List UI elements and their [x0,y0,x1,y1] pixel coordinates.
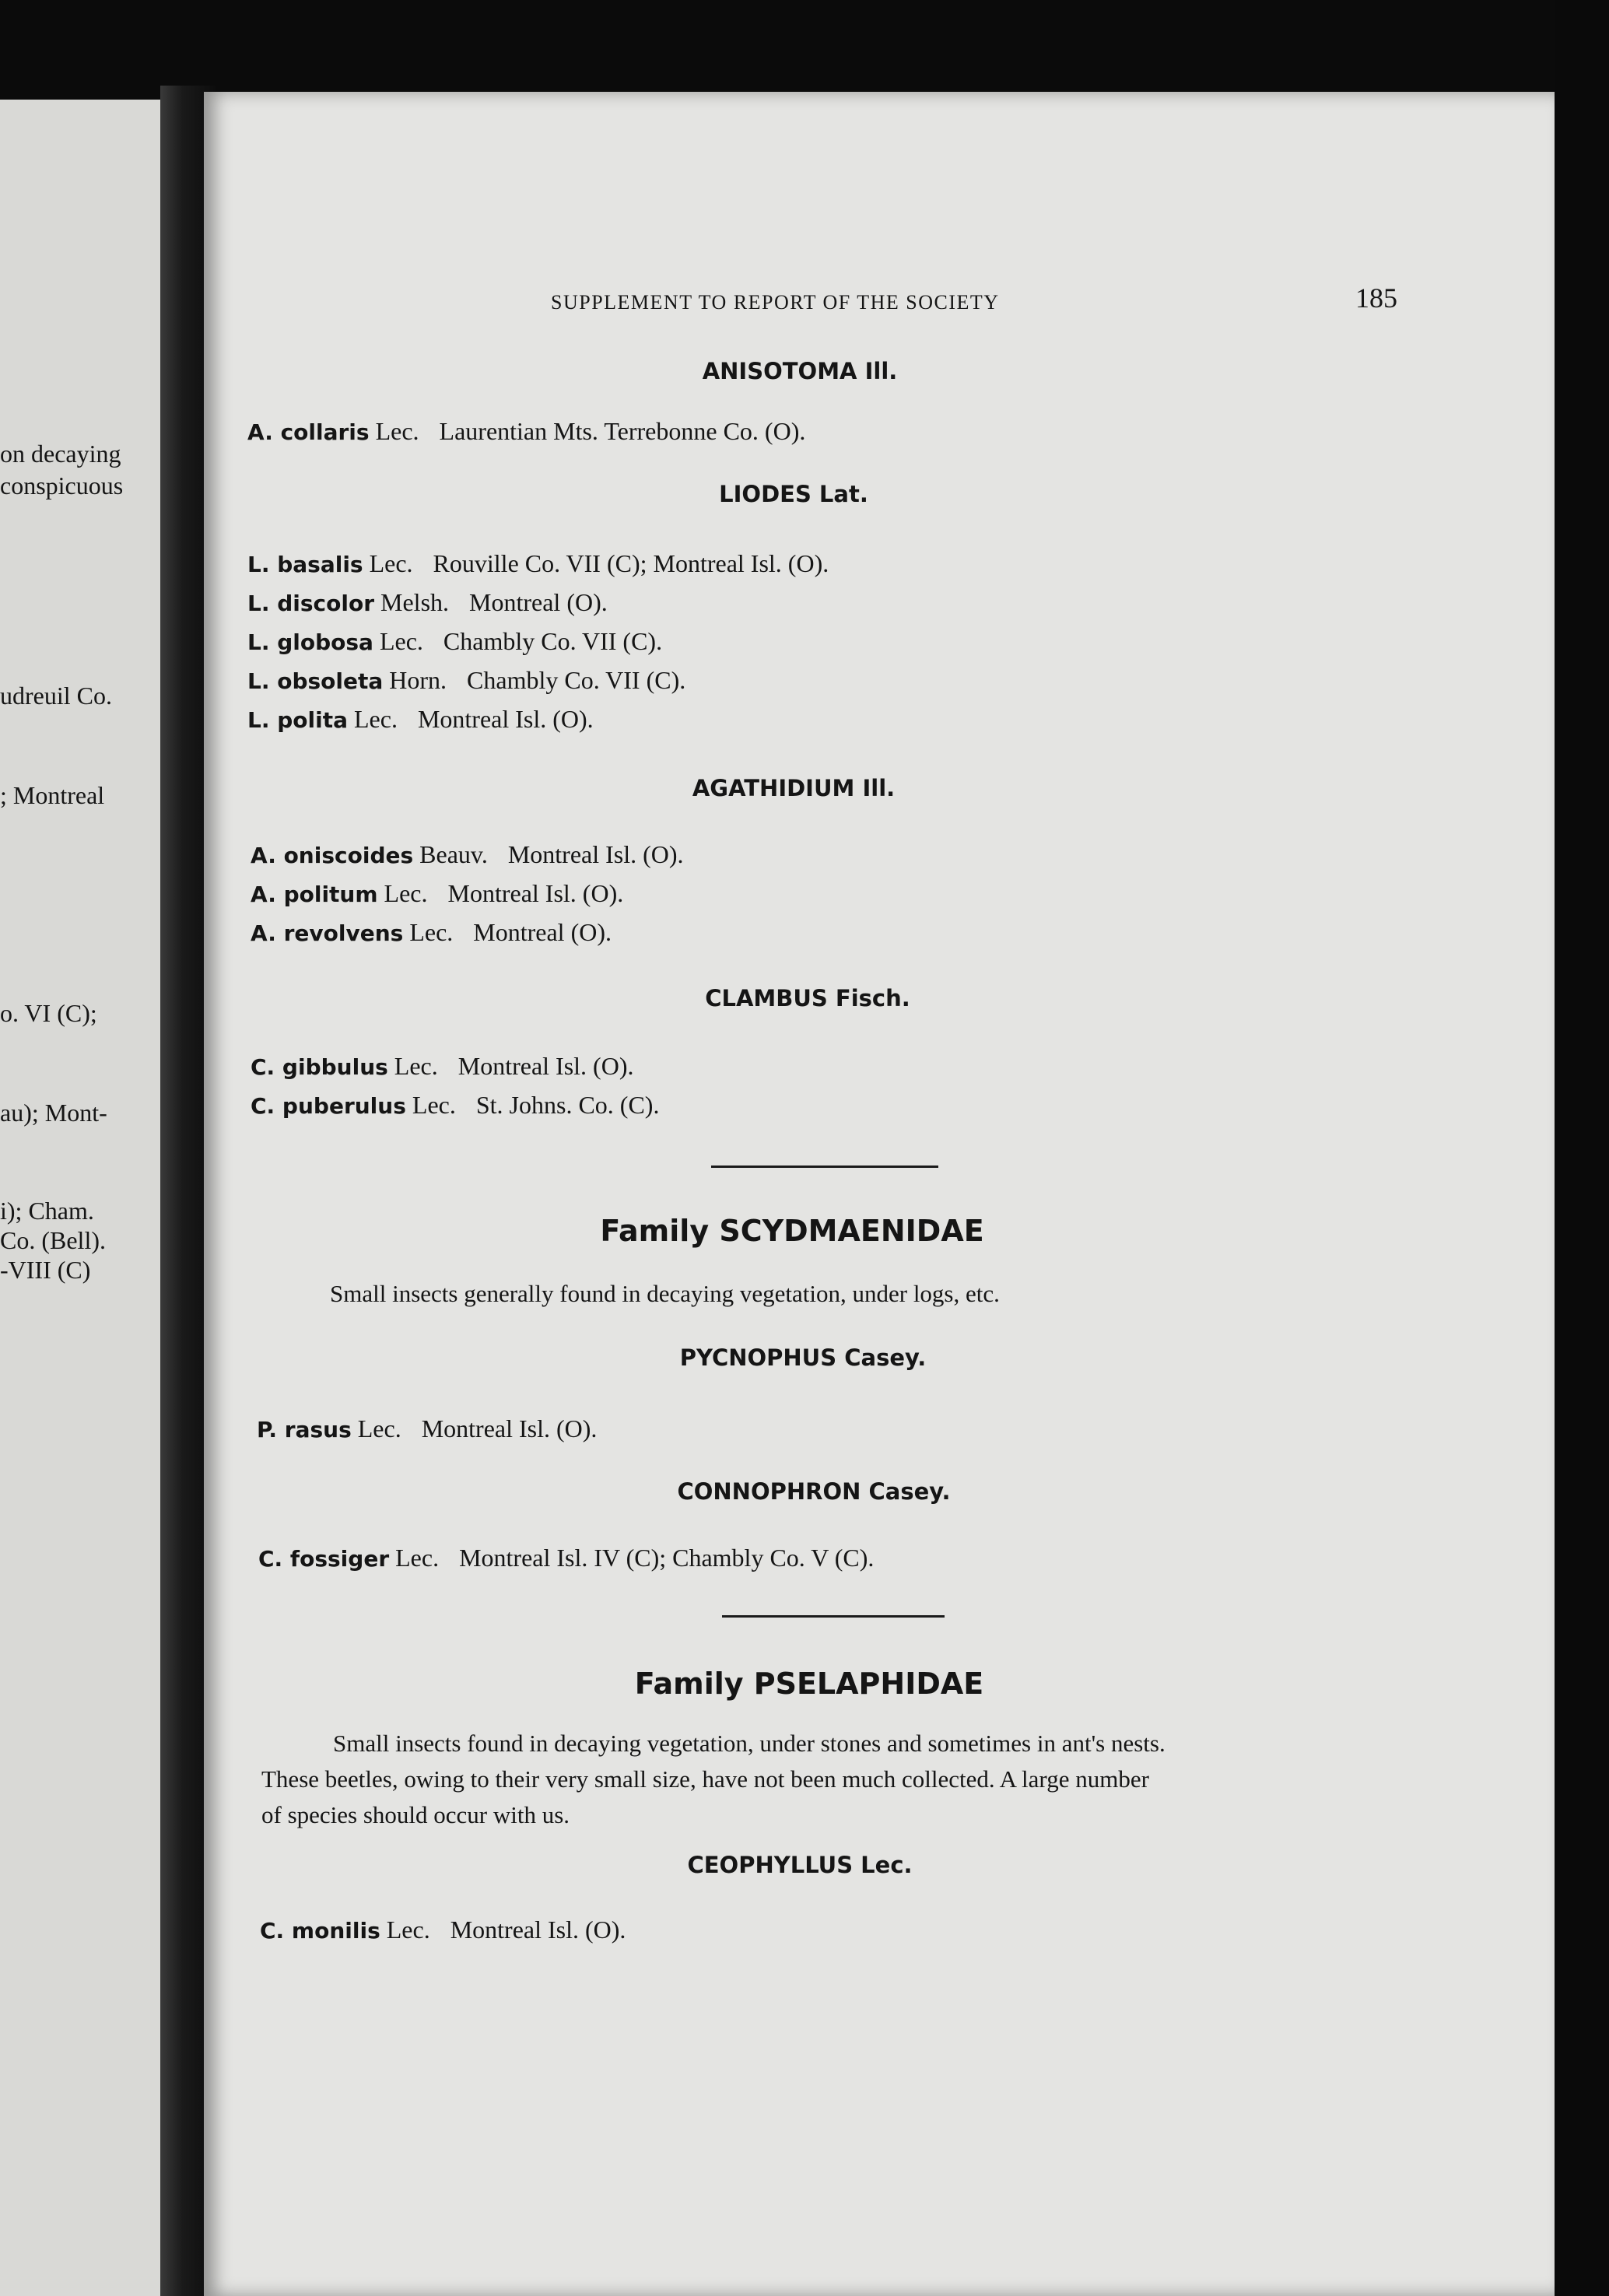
genus-heading: CLAMBUS Fisch. [705,985,910,1011]
left-page-fragment: on decaying [0,440,121,468]
species-name: C. fossiger [258,1546,390,1572]
species-name: A. oniscoides [251,843,414,868]
genus-heading: LIODES Lat. [719,481,868,507]
species-author: Lec. [353,705,398,733]
species-locality: Laurentian Mts. Terrebonne Co. (O). [439,417,806,445]
species-entry [247,666,685,695]
species-entry [251,840,684,869]
species-name: A. revolvens [251,920,404,946]
species-locality: Montreal Isl. (O). [457,1052,634,1080]
family-description: Small insects generally found in decaying vegetation, under logs, etc. [330,1280,1000,1307]
species-locality: Montreal (O). [473,918,612,946]
species-name: P. rasus [257,1417,352,1442]
species-entry [257,1414,597,1443]
right-page-edge [1555,0,1609,2296]
left-page-fragment: -VIII (C) [0,1256,91,1284]
family-description-line: These beetles, owing to their very small size, have not been much collected. A large number [261,1765,1149,1793]
species-author: Lec. [379,627,423,655]
species-locality: Montreal Isl. (O). [417,705,594,733]
genus-heading: ANISOTOMA Ill. [702,358,898,384]
species-locality: Montreal Isl. (O). [447,879,624,907]
left-page-fragment: ; Montreal [0,781,105,809]
species-locality: Montreal Isl. (O). [421,1414,598,1442]
species-entry [258,1544,874,1572]
species-name: L. discolor [247,591,375,616]
species-locality: Montreal Isl. IV (C); Chambly Co. V (C). [459,1544,875,1572]
species-entry [251,1091,659,1120]
species-name: L. obsoleta [247,668,384,694]
species-entry [247,705,594,734]
species-entry [247,549,829,578]
species-entry [247,627,662,656]
section-divider [711,1166,938,1168]
left-page-fragment: au); Mont- [0,1099,107,1127]
running-title: SUPPLEMENT TO REPORT OF THE SOCIETY [551,291,1000,314]
species-locality: Montreal Isl. (O). [507,840,684,868]
species-entry [251,918,612,947]
species-author: Lec. [386,1916,430,1944]
species-author: Beauv. [419,840,488,868]
species-name: C. gibbulus [251,1054,388,1080]
page-number: 185 [1355,282,1397,314]
species-name: A. collaris [247,419,370,445]
species-author: Melsh. [380,588,450,616]
species-author: Lec. [369,549,413,577]
species-name: C. puberulus [251,1093,406,1119]
left-page-fragment: Co. (Bell). [0,1226,106,1254]
species-locality: Rouville Co. VII (C); Montreal Isl. (O). [433,549,829,577]
family-heading: Family SCYDMAENIDAE [600,1214,984,1248]
species-entry [251,1052,633,1081]
species-name: C. monilis [260,1918,380,1944]
family-heading: Family PSELAPHIDAE [634,1667,984,1701]
species-entry [251,879,623,908]
species-name: A. politum [251,882,378,907]
species-author: Lec. [357,1414,401,1442]
species-name: L. globosa [247,629,373,655]
genus-heading: CEOPHYLLUS Lec. [687,1852,913,1878]
genus-heading: AGATHIDIUM Ill. [692,775,896,801]
species-locality: Chambly Co. VII (C). [443,627,663,655]
family-description-line: Small insects found in decaying vegetation, under stones and sometimes in ant's nests. [333,1730,1166,1757]
species-author: Lec. [394,1052,438,1080]
species-author: Lec. [412,1091,456,1119]
species-name: L. polita [247,707,348,733]
genus-heading: CONNOPHRON Casey. [677,1478,951,1505]
species-author: Lec. [375,417,419,445]
species-locality: St. Johns. Co. (C). [475,1091,660,1119]
species-name: L. basalis [247,552,363,577]
species-entry [247,588,608,617]
species-entry [247,417,805,446]
left-page-fragment: o. VI (C); [0,999,97,1027]
species-author: Lec. [395,1544,440,1572]
species-author: Horn. [389,666,447,694]
left-page-fragment: conspicuous [0,471,124,500]
genus-heading: PYCNOPHUS Casey. [679,1344,927,1371]
right-page [204,92,1555,2296]
left-page-edge [0,100,184,2296]
species-entry [260,1916,626,1944]
species-locality: Chambly Co. VII (C). [467,666,686,694]
species-author: Lec. [384,879,428,907]
species-locality: Montreal (O). [469,588,608,616]
section-divider [722,1615,945,1618]
left-page-fragment: udreuil Co. [0,682,112,710]
family-description-line: of species should occur with us. [261,1801,570,1828]
species-author: Lec. [409,918,454,946]
left-page-fragment: i); Cham. [0,1197,94,1225]
species-locality: Montreal Isl. (O). [450,1916,626,1944]
